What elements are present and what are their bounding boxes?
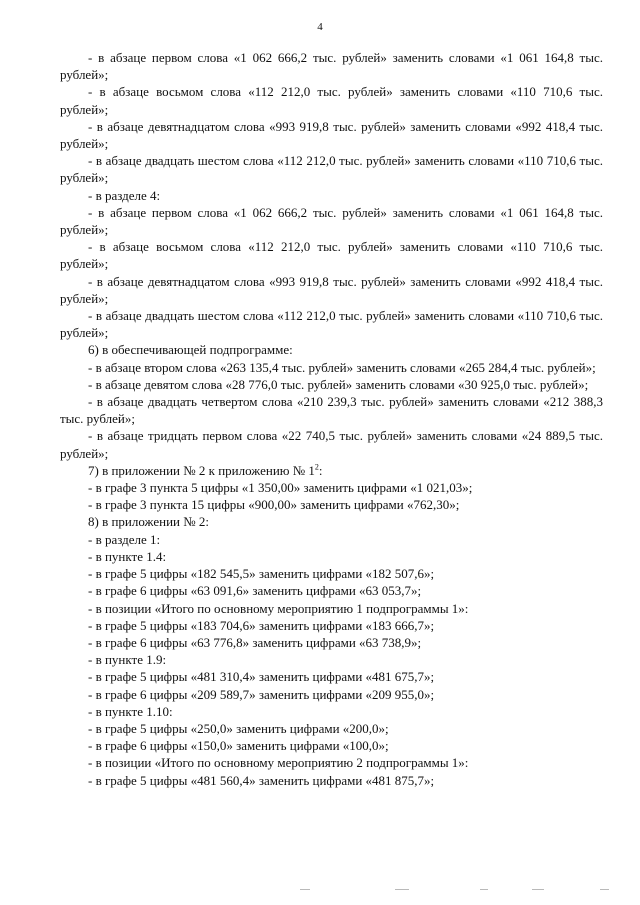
amendment-paragraph — [60, 600, 603, 617]
amendment-paragraph — [60, 462, 603, 479]
amendment-paragraph — [60, 307, 603, 341]
amendment-paragraph — [60, 359, 603, 376]
paragraph-tail: : — [318, 462, 323, 478]
amendment-paragraph — [60, 754, 603, 771]
amendment-paragraph — [60, 720, 603, 737]
paragraph-text: - в абзаце двадцать шестом слова «112 212,0 тыс. рублей» заменить словами «110 710,6 тыс. рублей»; — [60, 308, 603, 341]
amendment-paragraph — [60, 565, 603, 582]
paragraph-text: - в позиции «Итого по основному мероприятию 1 подпрограммы 1»: — [88, 600, 469, 616]
paragraph-text: - в графе 6 цифры «63 091,6» заменить цифрами «63 053,7»; — [88, 583, 422, 599]
paragraph-text: - в абзаце первом слова «1 062 666,2 тыс. рублей» заменить словами «1 061 164,8 тыс. рублей»; — [60, 204, 603, 238]
amendment-paragraph — [60, 187, 603, 204]
amendment-paragraph — [60, 238, 603, 272]
amendment-paragraph — [60, 513, 603, 530]
amendment-paragraph — [60, 152, 603, 186]
amendment-paragraph — [60, 204, 603, 238]
amendment-paragraph — [60, 772, 603, 789]
amendment-paragraph — [60, 427, 603, 461]
amendment-paragraph — [60, 273, 603, 307]
paragraph-text: - в абзаце двадцать шестом слова «112 212,0 тыс. рублей» заменить словами «110 710,6 тыс. рублей»; — [60, 153, 603, 186]
amendment-paragraph — [60, 548, 603, 565]
paragraph-text: - в абзаце восьмом слова «112 212,0 тыс. рублей» заменить словами «110 710,6 тыс. рублей»; — [60, 239, 603, 272]
amendment-paragraph — [60, 118, 603, 152]
paragraph-text: - в абзаце девятнадцатом слова «993 919,8 тыс. рублей» заменить словами «992 418,4 тыс. рублей»; — [60, 273, 603, 306]
paragraph-text: - в абзаце восьмом слова «112 212,0 тыс. рублей» заменить словами «110 710,6 тыс. рублей»; — [60, 84, 603, 117]
paragraph-text: - в графе 5 цифры «250,0» заменить цифрами «200,0»; — [88, 720, 389, 736]
paragraph-text: 6) в обеспечивающей подпрограмме: — [88, 342, 293, 358]
paragraph-text: 8) в приложении № 2: — [88, 514, 210, 530]
scan-artifact-marks — [300, 887, 630, 895]
page-number: 4 — [317, 21, 323, 33]
paragraph-text: - в графе 5 цифры «183 704,6» заменить цифрами «183 666,7»; — [88, 617, 435, 633]
amendment-paragraph — [60, 341, 603, 358]
amendment-paragraph — [60, 531, 603, 548]
amendment-paragraph — [60, 393, 603, 427]
amendment-paragraph — [60, 496, 603, 513]
paragraph-text: 7) в приложении № 2 к приложению № 1 — [88, 462, 315, 478]
paragraph-text: - в пункте 1.10: — [88, 703, 173, 719]
paragraph-text: - в графе 6 цифры «150,0» заменить цифрами «100,0»; — [88, 738, 389, 754]
paragraph-text: - в абзаце первом слова «1 062 666,2 тыс. рублей» заменить словами «1 061 164,8 тыс. рублей»; — [60, 50, 603, 83]
amendment-paragraph — [60, 582, 603, 599]
paragraph-text: - в графе 6 цифры «63 776,8» заменить цифрами «63 738,9»; — [88, 634, 422, 650]
paragraph-text: - в абзаце тридцать первом слова «22 740,5 тыс. рублей» заменить словами «24 889,5 тыс. рублей»; — [60, 428, 603, 461]
paragraph-text: - в абзаце девятнадцатом слова «993 919,8 тыс. рублей» заменить словами «992 418,4 тыс. рублей»; — [60, 118, 603, 152]
document-body — [60, 49, 603, 789]
paragraph-text: - в абзаце втором слова «263 135,4 тыс. рублей» заменить словами «265 284,4 тыс. рублей»; — [88, 359, 596, 375]
paragraph-text: - в графе 5 цифры «481 560,4» заменить цифрами «481 875,7»; — [88, 772, 435, 788]
paragraph-text: - в разделе 1: — [88, 531, 161, 547]
paragraph-text: - в графе 3 пункта 5 цифры «1 350,00» заменить цифрами «1 021,03»; — [88, 480, 473, 496]
paragraph-text: - в позиции «Итого по основному мероприятию 2 подпрограммы 1»: — [88, 755, 469, 771]
amendment-paragraph — [60, 49, 603, 83]
paragraph-text: - в графе 3 пункта 15 цифры «900,00» заменить цифрами «762,30»; — [88, 497, 460, 513]
superscript-number: 2 — [314, 462, 319, 472]
amendment-paragraph — [60, 703, 603, 720]
paragraph-text: - в разделе 4: — [88, 187, 161, 203]
amendment-paragraph — [60, 668, 603, 685]
paragraph-text: - в пункте 1.9: — [88, 652, 167, 668]
paragraph-text: - в графе 5 цифры «481 310,4» заменить цифрами «481 675,7»; — [88, 669, 435, 685]
paragraph-text: - в графе 5 цифры «182 545,5» заменить цифрами «182 507,6»; — [88, 566, 435, 582]
amendment-paragraph — [60, 651, 603, 668]
amendment-paragraph — [60, 479, 603, 496]
amendment-paragraph — [60, 686, 603, 703]
amendment-paragraph — [60, 617, 603, 634]
paragraph-text: - в абзаце двадцать четвертом слова «210 239,3 тыс. рублей» заменить словами «212 388,3 тыс. рублей»; — [60, 394, 603, 427]
amendment-paragraph — [60, 83, 603, 117]
amendment-paragraph — [60, 376, 603, 393]
paragraph-text: - в пункте 1.4: — [88, 548, 167, 564]
paragraph-text: - в абзаце девятом слова «28 776,0 тыс. рублей» заменить словами «30 925,0 тыс. рублей»; — [88, 376, 589, 392]
amendment-paragraph — [60, 737, 603, 754]
paragraph-text: - в графе 6 цифры «209 589,7» заменить цифрами «209 955,0»; — [88, 686, 435, 702]
amendment-paragraph — [60, 634, 603, 651]
